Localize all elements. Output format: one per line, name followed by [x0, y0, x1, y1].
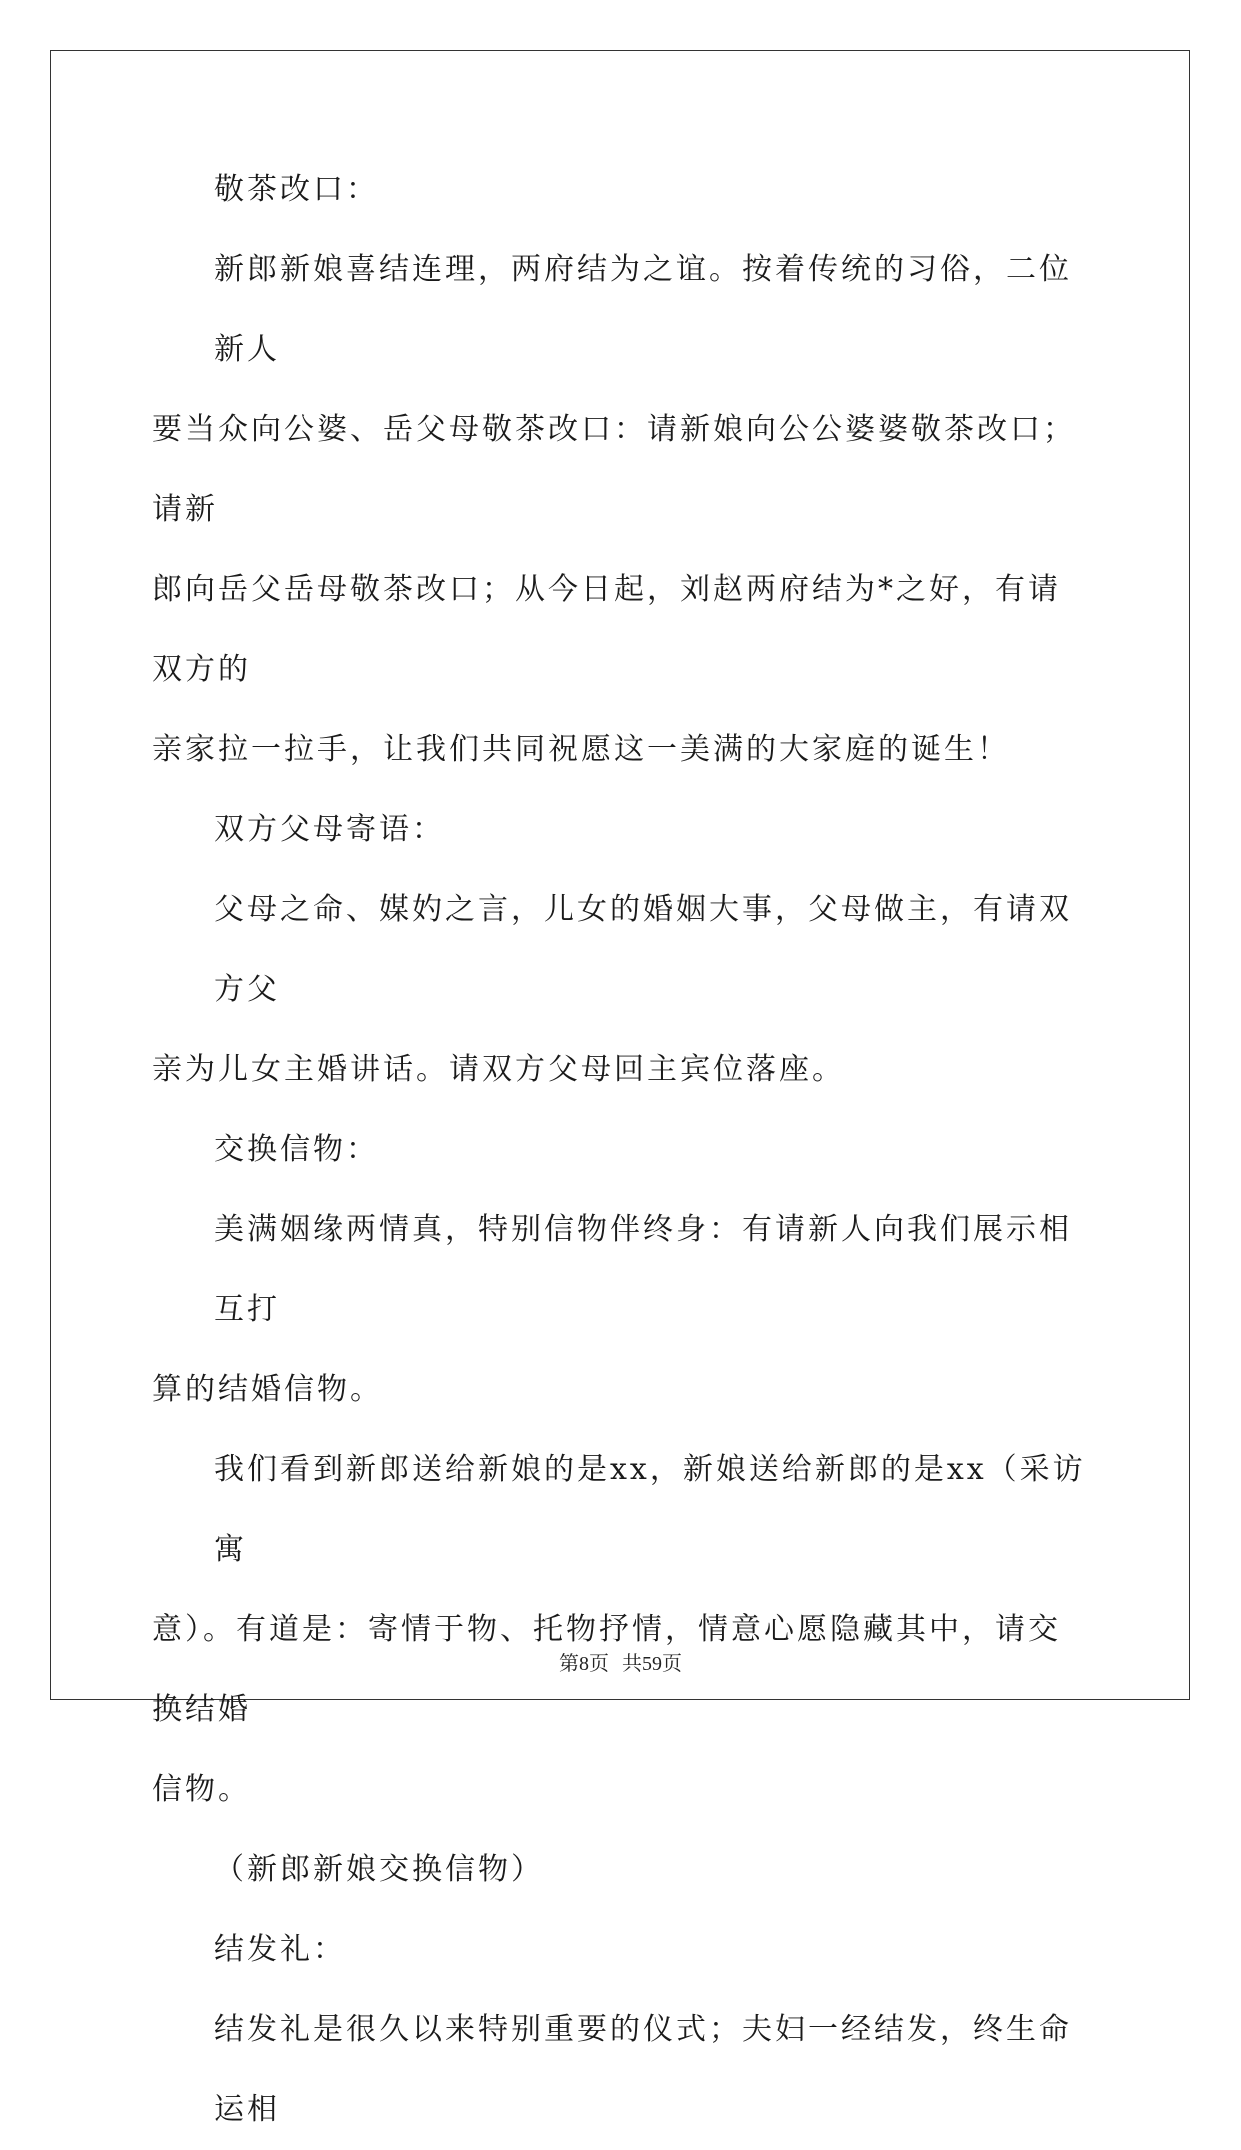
document-line: 亲为儿女主婚讲话。请双方父母回主宾位落座。: [152, 1052, 845, 1087]
document-line: 郎向岳父岳母敬茶改口；从今日起，刘赵两府结为*之好，有请双方的: [152, 572, 1061, 687]
page-total: 共59页: [622, 1653, 682, 1675]
document-line: 结发礼是很久以来特别重要的仪式；夫妇一经结发，终生命运相: [214, 2012, 1072, 2127]
document-line: 双方父母寄语：: [214, 812, 445, 847]
document-line: 意）。有道是：寄情于物、托物抒情，情意心愿隐藏其中，请交换结婚: [152, 1612, 1061, 1727]
document-line: 要当众向公婆、岳父母敬茶改口：请新娘向公公婆婆敬茶改口；请新: [152, 412, 1076, 527]
document-line: 新郎新娘喜结连理，两府结为之谊。按着传统的习俗，二位新人: [214, 252, 1072, 367]
document-line: 亲家拉一拉手，让我们共同祝愿这一美满的大家庭的诞生！: [152, 732, 1010, 767]
document-line: 美满姻缘两情真，特别信物伴终身：有请新人向我们展示相互打: [214, 1212, 1072, 1327]
page-footer: [0, 1647, 1241, 1676]
document-line: 算的结婚信物。: [152, 1372, 383, 1407]
document-line: 信物。: [152, 1772, 251, 1807]
document-line: （新郎新娘交换信物）: [214, 1852, 544, 1887]
document-line: 我们看到新郎送给新娘的是xx，新娘送给新郎的是xx（采访寓: [214, 1452, 1086, 1567]
document-body: [152, 150, 1092, 2150]
document-line: 结发礼：: [214, 1932, 346, 1967]
page-number: 第8页: [559, 1653, 609, 1675]
document-line: 交换信物：: [214, 1132, 379, 1167]
document-line: 父母之命、媒妁之言，儿女的婚姻大事，父母做主，有请双方父: [214, 892, 1072, 1007]
document-line: 敬茶改口：: [214, 172, 379, 207]
